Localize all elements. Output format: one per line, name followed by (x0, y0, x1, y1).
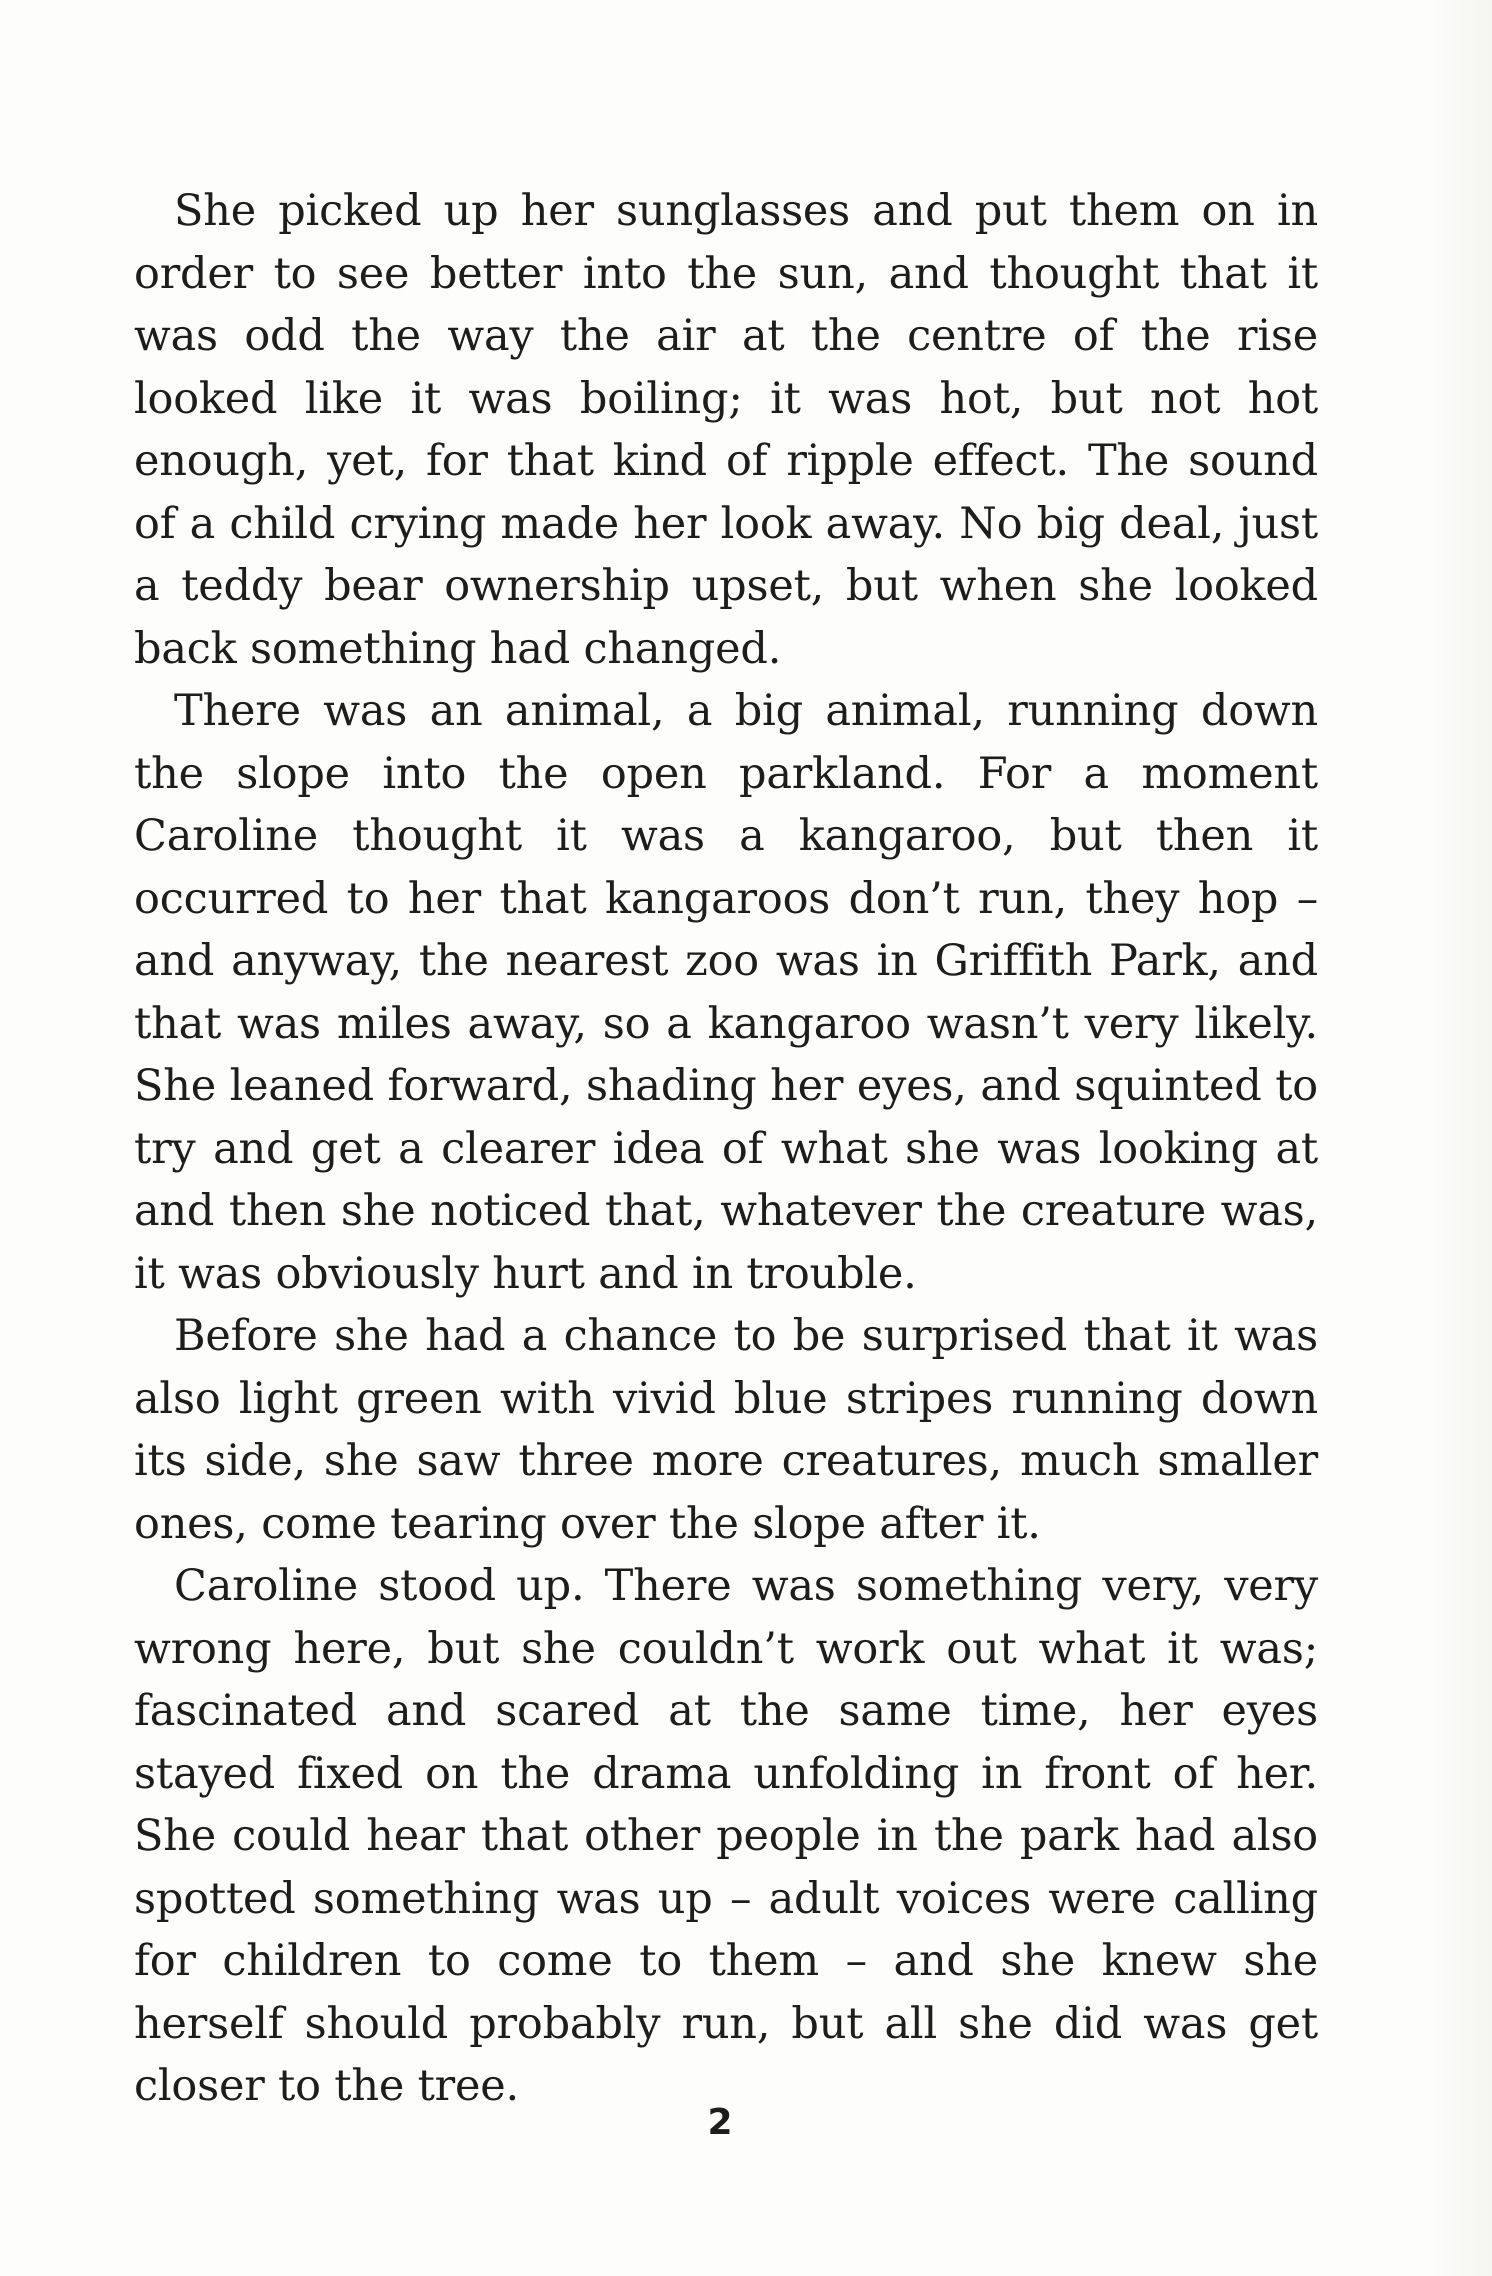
page-edge-shadow (1422, 0, 1492, 2276)
body-text (134, 180, 1318, 2118)
paragraph-3: Before she had a chance to be surprised that it was also light green with vivid blue stripes running down its side, she saw three more creatures, much smaller ones, come tearing over the slope after it. (134, 1311, 1318, 1549)
paragraph-2: There was an animal, a big animal, running down the slope into the open parkland. For a moment Caroline thought it was a kangaroo, but then it occurred to her that kangaroos don’t run, they hop – and anyway, the nearest zoo was in Griffith Park, and that was miles away, so a kangaroo wasn’t very likely. She leaned forward, shading her eyes, and squinted to try and get a clearer idea of what she was looking at and then she noticed that, whatever the creature was, it was obviously hurt and in trouble. (134, 686, 1318, 1299)
paragraph-4: Caroline stood up. There was something very, very wrong here, but she couldn’t work out what it was; fascinated and scared at the same time, her eyes stayed fixed on the drama unfolding in front of her. She could hear that other people in the park had also spotted something was up – adult voices were calling for children to come to them – and she knew she herself should probably run, but all she did was get closer to the tree. (134, 1561, 1318, 2111)
paragraph-1: She picked up her sunglasses and put them on in order to see better into the sun, and thought that it was odd the way the air at the centre of the rise looked like it was boiling; it was hot, but not hot enough, yet, for that kind of ripple effect. The sound of a child crying made her look away. No big deal, just a teddy bear ownership upset, but when she looked back something had changed. (134, 186, 1318, 674)
page-number: 2 (707, 2102, 733, 2143)
